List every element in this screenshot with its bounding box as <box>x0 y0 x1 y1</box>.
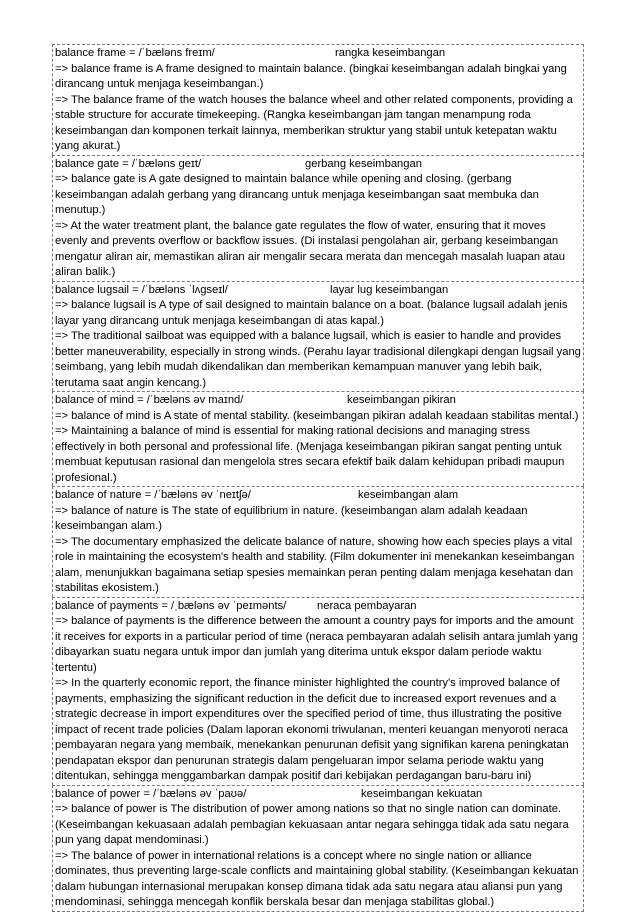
definition: => balance of power is The distribution of power among nations so that no single nation can dominate. (Keseimbangan kekuasaan adalah pembagian kekuasaan antar negara sehingga tidak ada satu negara pun yang dapat mendominasi.) <box>55 803 569 846</box>
term-pronunciation: balance frame = /ˈbæləns freɪm/ <box>55 47 215 59</box>
term-translation: rangka keseimbangan <box>335 47 446 59</box>
entry-head <box>55 787 581 803</box>
term-pronunciation: balance lugsail = /ˈbæləns ˈlʌgseɪl/ <box>55 283 228 296</box>
definition: => balance of payments is the difference between the amount a country pays for imports and the amount it receives for exports in a particular period of time (neraca pembayaran adalah selisih antara jumlah yang dibayarkan suatu negara untuk impor dan jumlah yang diterima untuk ekspor dalam periode waktu tertentu) <box>55 615 578 674</box>
entry-head <box>55 283 581 299</box>
example: => At the water treatment plant, the balance gate regulates the flow of water, ensuring that it moves evenly and prevents overflow or backflow issues. (Di instalasi pengolahan air, gerbang keseimbangan mengatur aliran air, memastikan aliran air mengalir secara merata dan mencegah masalah luapan atau aliran balik.) <box>55 219 565 278</box>
term-translation: keseimbangan kekuatan <box>361 787 483 800</box>
entry-head <box>55 488 581 504</box>
entry-head <box>55 393 581 409</box>
term-pronunciation: balance gate = /ˈbæləns geɪt/ <box>55 157 202 170</box>
definition: => balance gate is A gate designed to maintain balance while opening and closing. (gerbang keseimbangan adalah gerbang yang dirancang untuk menjaga keseimbangan saat membuka dan menutup.) <box>55 173 539 216</box>
definition: => balance frame is A frame designed to maintain balance. (bingkai keseimbangan adalah bingkai yang dirancang untuk menjaga keseimbangan.) <box>55 62 567 90</box>
term-pronunciation: balance of power = /ˈbæləns əv ˈpaʊə/ <box>55 787 247 800</box>
entry-balance-of-mind <box>52 391 584 486</box>
entry-balance-frame <box>52 44 584 155</box>
term-translation: gerbang keseimbangan <box>305 157 422 170</box>
entry-balance-gate <box>52 155 584 281</box>
glossary-page <box>52 44 584 912</box>
term-pronunciation: balance of payments = /ˌbæləns əv ˈpeɪmənts/ <box>55 599 287 612</box>
example: => The traditional sailboat was equipped with a balance lugsail, which is easier to handle and provides better maneuverability, especially in strong winds. (Perahu layar tradisional dilengkapi dengan lugsail yang seimbang, yang lebih mudah dikendalikan dan memberikan kemampuan manuver yang lebih baik, terutama saat angin kencang.) <box>55 330 581 389</box>
definition: => balance lugsail is A type of sail designed to maintain balance on a boat. (balance lugsail adalah jenis layar yang dirancang untuk menjaga keseimbangan di atas kapal.) <box>55 299 568 327</box>
term-pronunciation: balance of mind = /ˈbæləns əv maɪnd/ <box>55 394 244 406</box>
term-translation: keseimbangan pikiran <box>347 394 456 406</box>
example: => In the quarterly economic report, the finance minister highlighted the country's improved balance of payments, emphasizing the significant reduction in the deficit due to increased export revenues and a strategic decrease in import expenditures over the specified period of time, thus illustrating the positive impact of recent trade policies (Dalam laporan ekonomi triwulanan, menteri keuangan menyoroti neraca pembayaran negara yang membaik, menekankan penurunan defisit yang signifikan karena peningkatan pendapatan ekspor dan penurunan strategis dalam pengeluaran impor selama periode waktu yang ditentukan, sehingga menggambarkan dampak positif dari kebijakan perdagangan baru-baru ini) <box>55 677 569 782</box>
example: => The balance of power in international relations is a concept where no single nation or alliance dominates, thus preventing large-scale conflicts and maintaining global stability. (Keseimbangan kekuatan dalam hubungan internasional merupakan konsep dimana tidak ada satu negara atau aliansi pun yang mendominasi, sehingga mencegah konflik berskala besar dan menjaga stabilitas global.) <box>55 849 579 908</box>
entry-balance-of-power <box>52 785 584 912</box>
example: => The balance frame of the watch houses the balance wheel and other related components, providing a stable structure for accurate timekeeping. (Rangka keseimbangan jam tangan menampung roda keseimbangan dan komponen terkait lainnya, memberikan struktur yang stabil untuk ketepatan waktu yang akurat.) <box>55 93 573 152</box>
entry-head <box>55 157 581 173</box>
term-translation: layar lug keseimbangan <box>330 283 449 296</box>
entry-balance-of-payments <box>52 597 584 785</box>
term-translation: keseimbangan alam <box>358 489 459 501</box>
entry-head <box>55 599 581 615</box>
example: => The documentary emphasized the delicate balance of nature, showing how each species plays a vital role in maintaining the ecosystem's health and stability. (Film dokumenter ini menekankan keseimbangan alam, menunjukkan bagaimana setiap spesies memainkan peran penting dalam menjaga kesehatan dan stabilitas ekosistem.) <box>55 535 575 594</box>
entry-head <box>55 46 581 62</box>
term-pronunciation: balance of nature = /ˈbæləns əv ˈneɪtʃə/ <box>55 489 251 501</box>
term-translation: neraca pembayaran <box>317 599 417 612</box>
entry-balance-lugsail <box>52 281 584 392</box>
definition: => balance of nature is The state of equilibrium in nature. (keseimbangan alam adalah keadaan keseimbangan alam.) <box>55 504 528 532</box>
entry-balance-of-nature <box>52 486 584 597</box>
definition: => balance of mind is A state of mental stability. (keseimbangan pikiran adalah keadaan stabilitas mental.) <box>55 409 579 422</box>
example: => Maintaining a balance of mind is essential for making rational decisions and managing stress effectively in both personal and professional life. (Menjaga keseimbangan pikiran sangat penting untuk membuat keputusan rasional dan mengelola stres secara efektif baik dalam kehidupan pribadi maupun profesional.) <box>55 425 565 484</box>
